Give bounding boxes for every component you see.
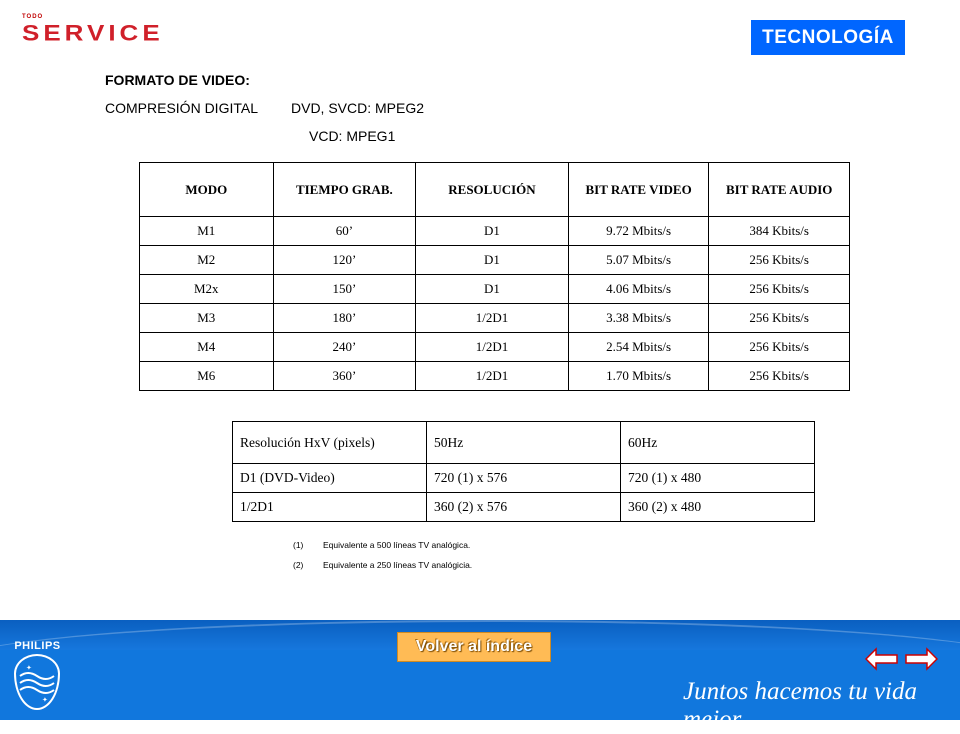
table-cell: 1.70 Mbits/s [568,362,709,391]
philips-shield-icon [14,654,60,710]
table-row [140,362,850,391]
svg-text:✦: ✦ [42,696,48,704]
table-cell: 4.06 Mbits/s [568,275,709,304]
table-cell: 60’ [273,217,416,246]
header-cell: Resolución HxV (pixels) [233,422,427,464]
table-cell: 384 Kbits/s [709,217,850,246]
table-cell: 360 (2) x 576 [427,493,621,522]
table-cell: 256 Kbits/s [709,304,850,333]
table-cell: 2.54 Mbits/s [568,333,709,362]
footnote-text: Equivalente a 500 líneas TV analógica. [323,540,471,550]
table-cell: M6 [140,362,274,391]
table-cell: 256 Kbits/s [709,246,850,275]
table-row [140,304,850,333]
header-cell: TIEMPO GRAB. [273,163,416,217]
table-cell: 720 (1) x 576 [427,464,621,493]
slogan: Juntos hacemos tu vida mejor [683,678,917,733]
table-cell: D1 [416,246,569,275]
table-row [140,333,850,362]
table-row [140,275,850,304]
table-cell: M2 [140,246,274,275]
table-cell: 1/2D1 [416,333,569,362]
table-cell: D1 [416,275,569,304]
header-cell: BIT RATE VIDEO [568,163,709,217]
svg-text:✦: ✦ [26,664,32,672]
footnote-number: (1) [293,540,304,550]
header-cell: 60Hz [621,422,815,464]
philips-logo [10,640,65,712]
table-cell: 1/2D1 [416,362,569,391]
footnotes [293,540,472,580]
section-badge: TECNOLOGÍA [751,20,905,55]
table-cell: 150’ [273,275,416,304]
table-cell: 5.07 Mbits/s [568,246,709,275]
table-cell: M4 [140,333,274,362]
compression-label: COMPRESIÓN DIGITAL [105,100,258,116]
header-cell: BIT RATE AUDIO [709,163,850,217]
table-cell: 360’ [273,362,416,391]
table-cell: 3.38 Mbits/s [568,304,709,333]
footnote [293,560,472,580]
table-cell: 120’ [273,246,416,275]
footnote [293,540,472,560]
footnote-number: (2) [293,560,304,570]
footnote-text: Equivalente a 250 líneas TV analógicia. [323,560,473,570]
header-cell: RESOLUCIÓN [416,163,569,217]
logo-top-text: TODO [22,14,44,20]
header-cell: MODO [140,163,274,217]
table-cell: 9.72 Mbits/s [568,217,709,246]
table-cell: 256 Kbits/s [709,333,850,362]
logo-main-text: SERVICE [22,20,164,46]
arrow-right-icon[interactable] [905,647,938,671]
table-cell: 360 (2) x 480 [621,493,815,522]
table-cell: 256 Kbits/s [709,362,850,391]
table-cell: M1 [140,217,274,246]
format-title: FORMATO DE VIDEO: [105,72,250,88]
compression-value-dvd: DVD, SVCD: MPEG2 [291,100,425,116]
back-to-index-button[interactable]: Volver al índice [397,632,551,662]
resolution-table [232,421,815,522]
table-cell: M2x [140,275,274,304]
arrow-left-icon[interactable] [865,647,898,671]
table-cell: 256 Kbits/s [709,275,850,304]
table-cell: M3 [140,304,274,333]
service-logo [22,14,172,54]
table-row [140,246,850,275]
table-cell: 240’ [273,333,416,362]
modes-table-header [140,163,850,217]
modes-table [139,162,850,391]
table-cell: 720 (1) x 480 [621,464,815,493]
compression-value-vcd: VCD: MPEG1 [309,128,396,144]
table-cell: 1/2D1 [416,304,569,333]
table-row [140,217,850,246]
table-cell: D1 (DVD-Video) [233,464,427,493]
philips-wordmark: PHILIPS [14,640,61,652]
table-cell: 1/2D1 [233,493,427,522]
table-row [233,464,815,493]
resolution-table-header [233,422,815,464]
table-row [233,493,815,522]
table-cell: 180’ [273,304,416,333]
table-cell: D1 [416,217,569,246]
header-cell: 50Hz [427,422,621,464]
